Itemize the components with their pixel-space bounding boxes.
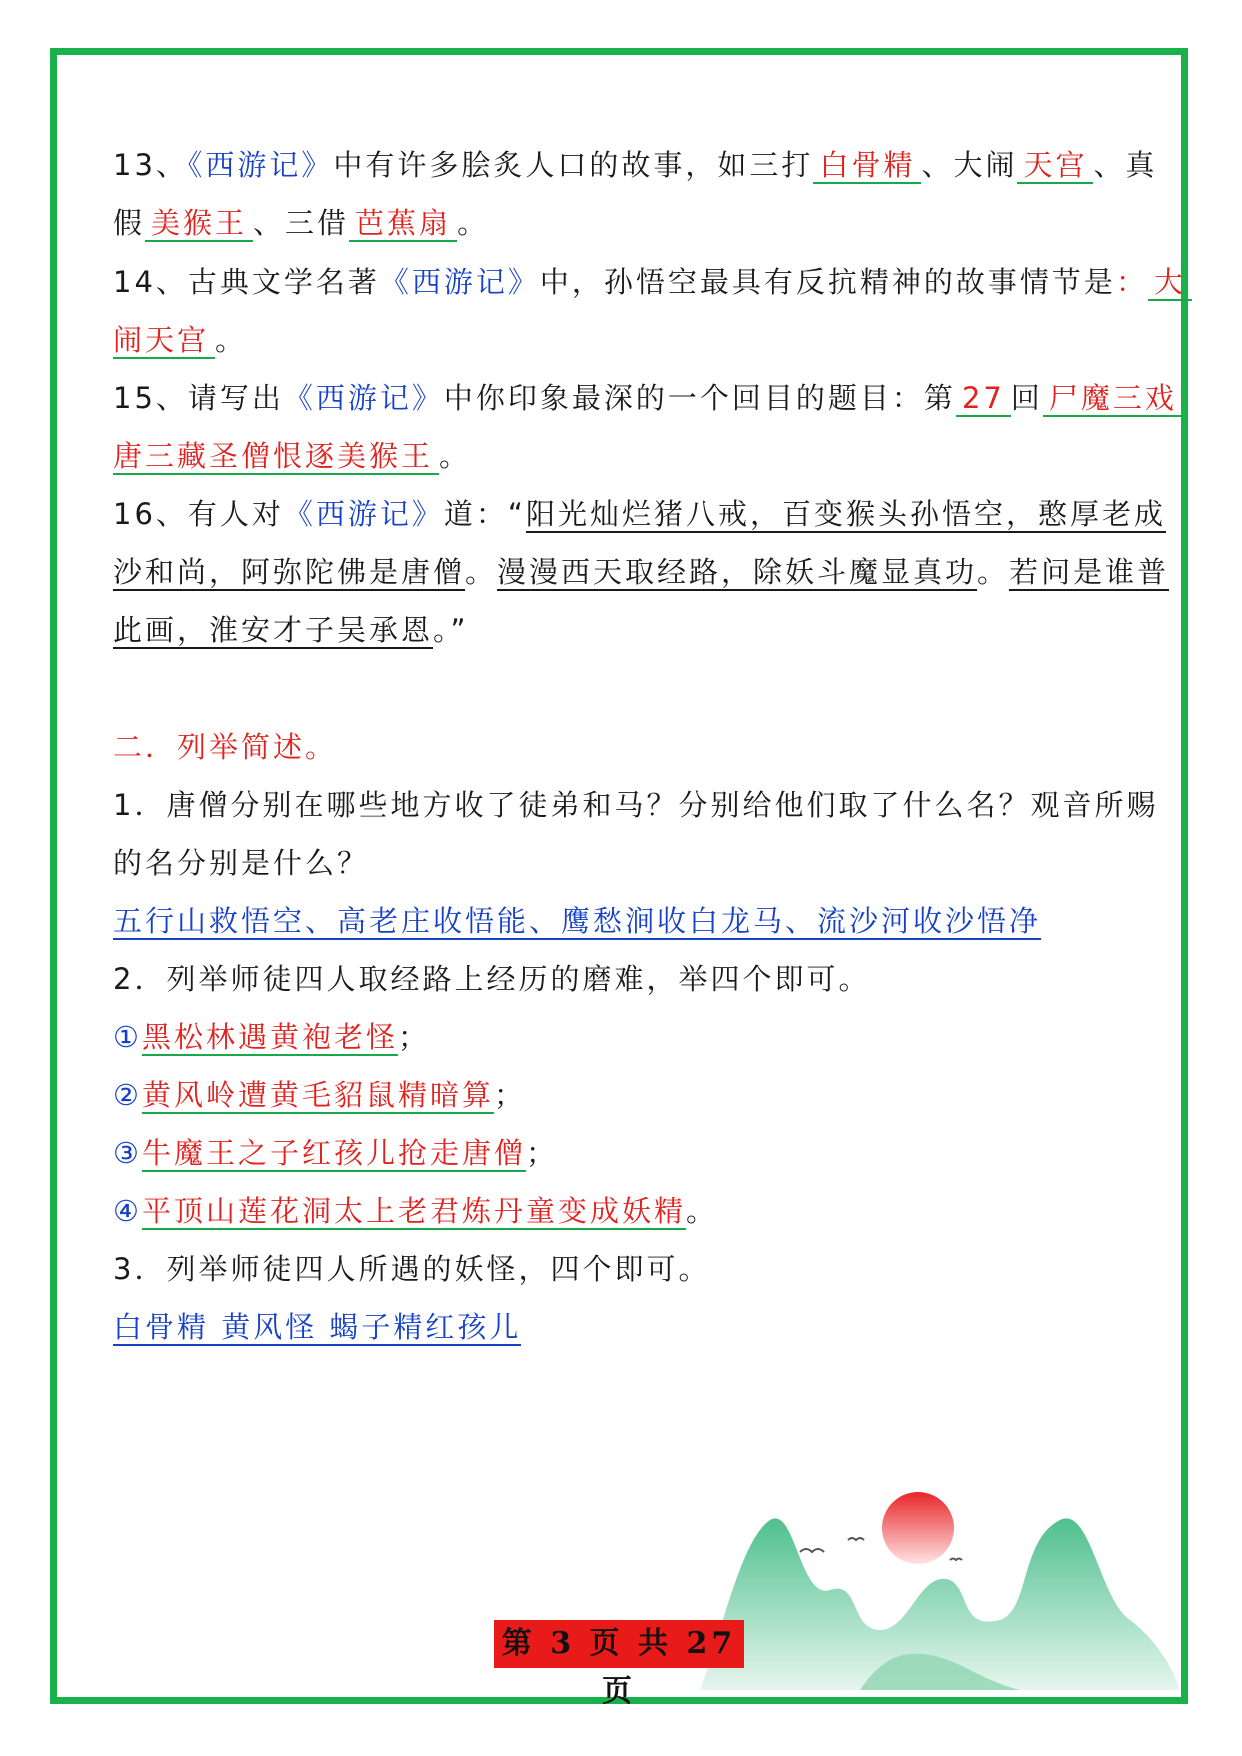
bird-icon bbox=[848, 1538, 864, 1540]
q14-text-2: 。 bbox=[215, 323, 248, 357]
question-14-line-1 bbox=[113, 262, 1192, 302]
q15-prefix: 15、请写出 bbox=[113, 381, 284, 415]
question-15-line-2 bbox=[113, 436, 471, 476]
s2-item-1 bbox=[113, 1017, 430, 1057]
q15-text-1: 中你印象最深的一个回目的题目：第 bbox=[443, 381, 956, 415]
section-2-title: 二．列举简述。 bbox=[113, 730, 338, 764]
s2-item-3 bbox=[113, 1133, 558, 1173]
s2-item-4-mark: ④ bbox=[113, 1194, 142, 1228]
s1-question-line-1: 1．唐僧分别在哪些地方收了徒弟和马？分别给他们取了什么名？观音所赐 bbox=[113, 788, 1159, 822]
mountain-sun-illustration bbox=[700, 1480, 1180, 1690]
q16-poem-line-2c: 漫漫西天取经路，除妖斗魔显真功 bbox=[497, 555, 978, 589]
s2-item-2 bbox=[113, 1075, 526, 1115]
s1-answer-text: 五行山救悟空、高老庄收悟能、鹰愁涧收白龙马、流沙河收沙悟净 bbox=[113, 904, 1042, 938]
q14-book-title: 《西游记》 bbox=[379, 265, 540, 299]
s2-item-2-end: ； bbox=[494, 1078, 527, 1112]
q13-text-5: 、三借 bbox=[253, 206, 350, 240]
q15-answer-part-2: 唐三藏圣僧恨逐美猴王 bbox=[113, 439, 439, 475]
q14-answer-part-1: 大 bbox=[1148, 265, 1192, 301]
q16-poem-punct-1: 。 bbox=[465, 555, 498, 589]
s2-item-2-mark: ② bbox=[113, 1078, 142, 1112]
s2-item-4-text: 平顶山莲花洞太上老君炼丹童变成妖精 bbox=[142, 1194, 687, 1228]
q13-answer-1: 白骨精 bbox=[813, 148, 921, 184]
bird-icon bbox=[950, 1559, 962, 1561]
q16-poem-line-1: 阳光灿烂猪八戒，百变猴头孙悟空，憨厚老成 bbox=[525, 497, 1166, 531]
sun-icon bbox=[882, 1492, 954, 1564]
q13-text-3: 、真 bbox=[1093, 148, 1158, 182]
q14-answer-part-2: 闹天宫 bbox=[113, 323, 215, 359]
s2-item-3-text: 牛魔王之子红孩儿抢走唐僧 bbox=[142, 1136, 527, 1170]
question-15-line-1 bbox=[113, 378, 1183, 418]
q16-poem-end: 。” bbox=[433, 613, 469, 647]
q13-answer-3: 美猴王 bbox=[145, 206, 253, 242]
q13-prefix: 13、 bbox=[113, 148, 188, 182]
q16-text-1: 道：“ bbox=[443, 497, 526, 531]
s2-item-4 bbox=[113, 1191, 718, 1231]
q13-text-1: 中有许多脍炙人口的故事，如三打 bbox=[333, 148, 814, 182]
q15-book-title: 《西游记》 bbox=[283, 381, 444, 415]
s2-item-3-mark: ③ bbox=[113, 1136, 142, 1170]
question-13-line-1 bbox=[113, 145, 1158, 185]
q13-answer-4: 芭蕉扇 bbox=[349, 206, 457, 242]
s1-answer bbox=[113, 901, 1041, 941]
q15-chapter-number: 27 bbox=[956, 381, 1011, 417]
question-13-line-2 bbox=[113, 203, 489, 243]
question-16-line-2 bbox=[113, 552, 1169, 592]
q13-text-4: 假 bbox=[113, 206, 146, 240]
s3-answer bbox=[113, 1307, 521, 1347]
q13-text-2: 、大闹 bbox=[921, 148, 1018, 182]
q15-answer-part-1: 尸魔三戏 bbox=[1043, 381, 1183, 417]
s3-question: 3．列举师徒四人所遇的妖怪，四个即可。 bbox=[113, 1252, 711, 1286]
s2-item-1-end: ； bbox=[398, 1020, 431, 1054]
q14-text-1: 中，孙悟空最具有反抗精神的故事情节是 bbox=[539, 265, 1116, 299]
page-number-label: 第 3 页 共 27 页 bbox=[494, 1620, 744, 1668]
s3-answer-text: 白骨精 黄风怪 蝎子精红孩儿 bbox=[113, 1310, 522, 1344]
question-16-line-1 bbox=[113, 494, 1166, 534]
q15-text-3: 。 bbox=[439, 439, 472, 473]
q16-poem-punct-2: 。 bbox=[977, 555, 1010, 589]
q16-poem-line-3: 此画，淮安才子吴承恩 bbox=[113, 613, 434, 647]
s2-item-1-text: 黑松林遇黄袍老怪 bbox=[142, 1020, 399, 1054]
s2-item-3-end: ； bbox=[526, 1136, 559, 1170]
q14-colon: ： bbox=[1115, 265, 1148, 299]
q13-book-title: 《西游记》 bbox=[187, 148, 334, 182]
s2-question: 2．列举师徒四人取经路上经历的磨难，举四个即可。 bbox=[113, 962, 871, 996]
q16-prefix: 16、有人对 bbox=[113, 497, 284, 531]
q14-prefix: 14、古典文学名著 bbox=[113, 265, 380, 299]
q15-text-2: 回 bbox=[1010, 381, 1043, 415]
s2-item-4-end: 。 bbox=[686, 1194, 719, 1228]
q13-answer-2: 天宫 bbox=[1017, 148, 1093, 184]
q16-poem-line-2a: 沙和尚，阿弥陀佛是唐僧 bbox=[113, 555, 466, 589]
bird-icon bbox=[800, 1549, 824, 1552]
s2-item-2-text: 黄风岭遭黄毛貂鼠精暗算 bbox=[142, 1078, 495, 1112]
q16-book-title: 《西游记》 bbox=[283, 497, 444, 531]
q13-text-6: 。 bbox=[457, 206, 490, 240]
question-16-line-3 bbox=[113, 610, 469, 650]
s1-question-line-2: 的名分别是什么？ bbox=[113, 846, 370, 880]
q16-poem-line-2e: 若问是谁普 bbox=[1009, 555, 1170, 589]
s2-item-1-mark: ① bbox=[113, 1020, 142, 1054]
question-14-line-2 bbox=[113, 320, 247, 360]
